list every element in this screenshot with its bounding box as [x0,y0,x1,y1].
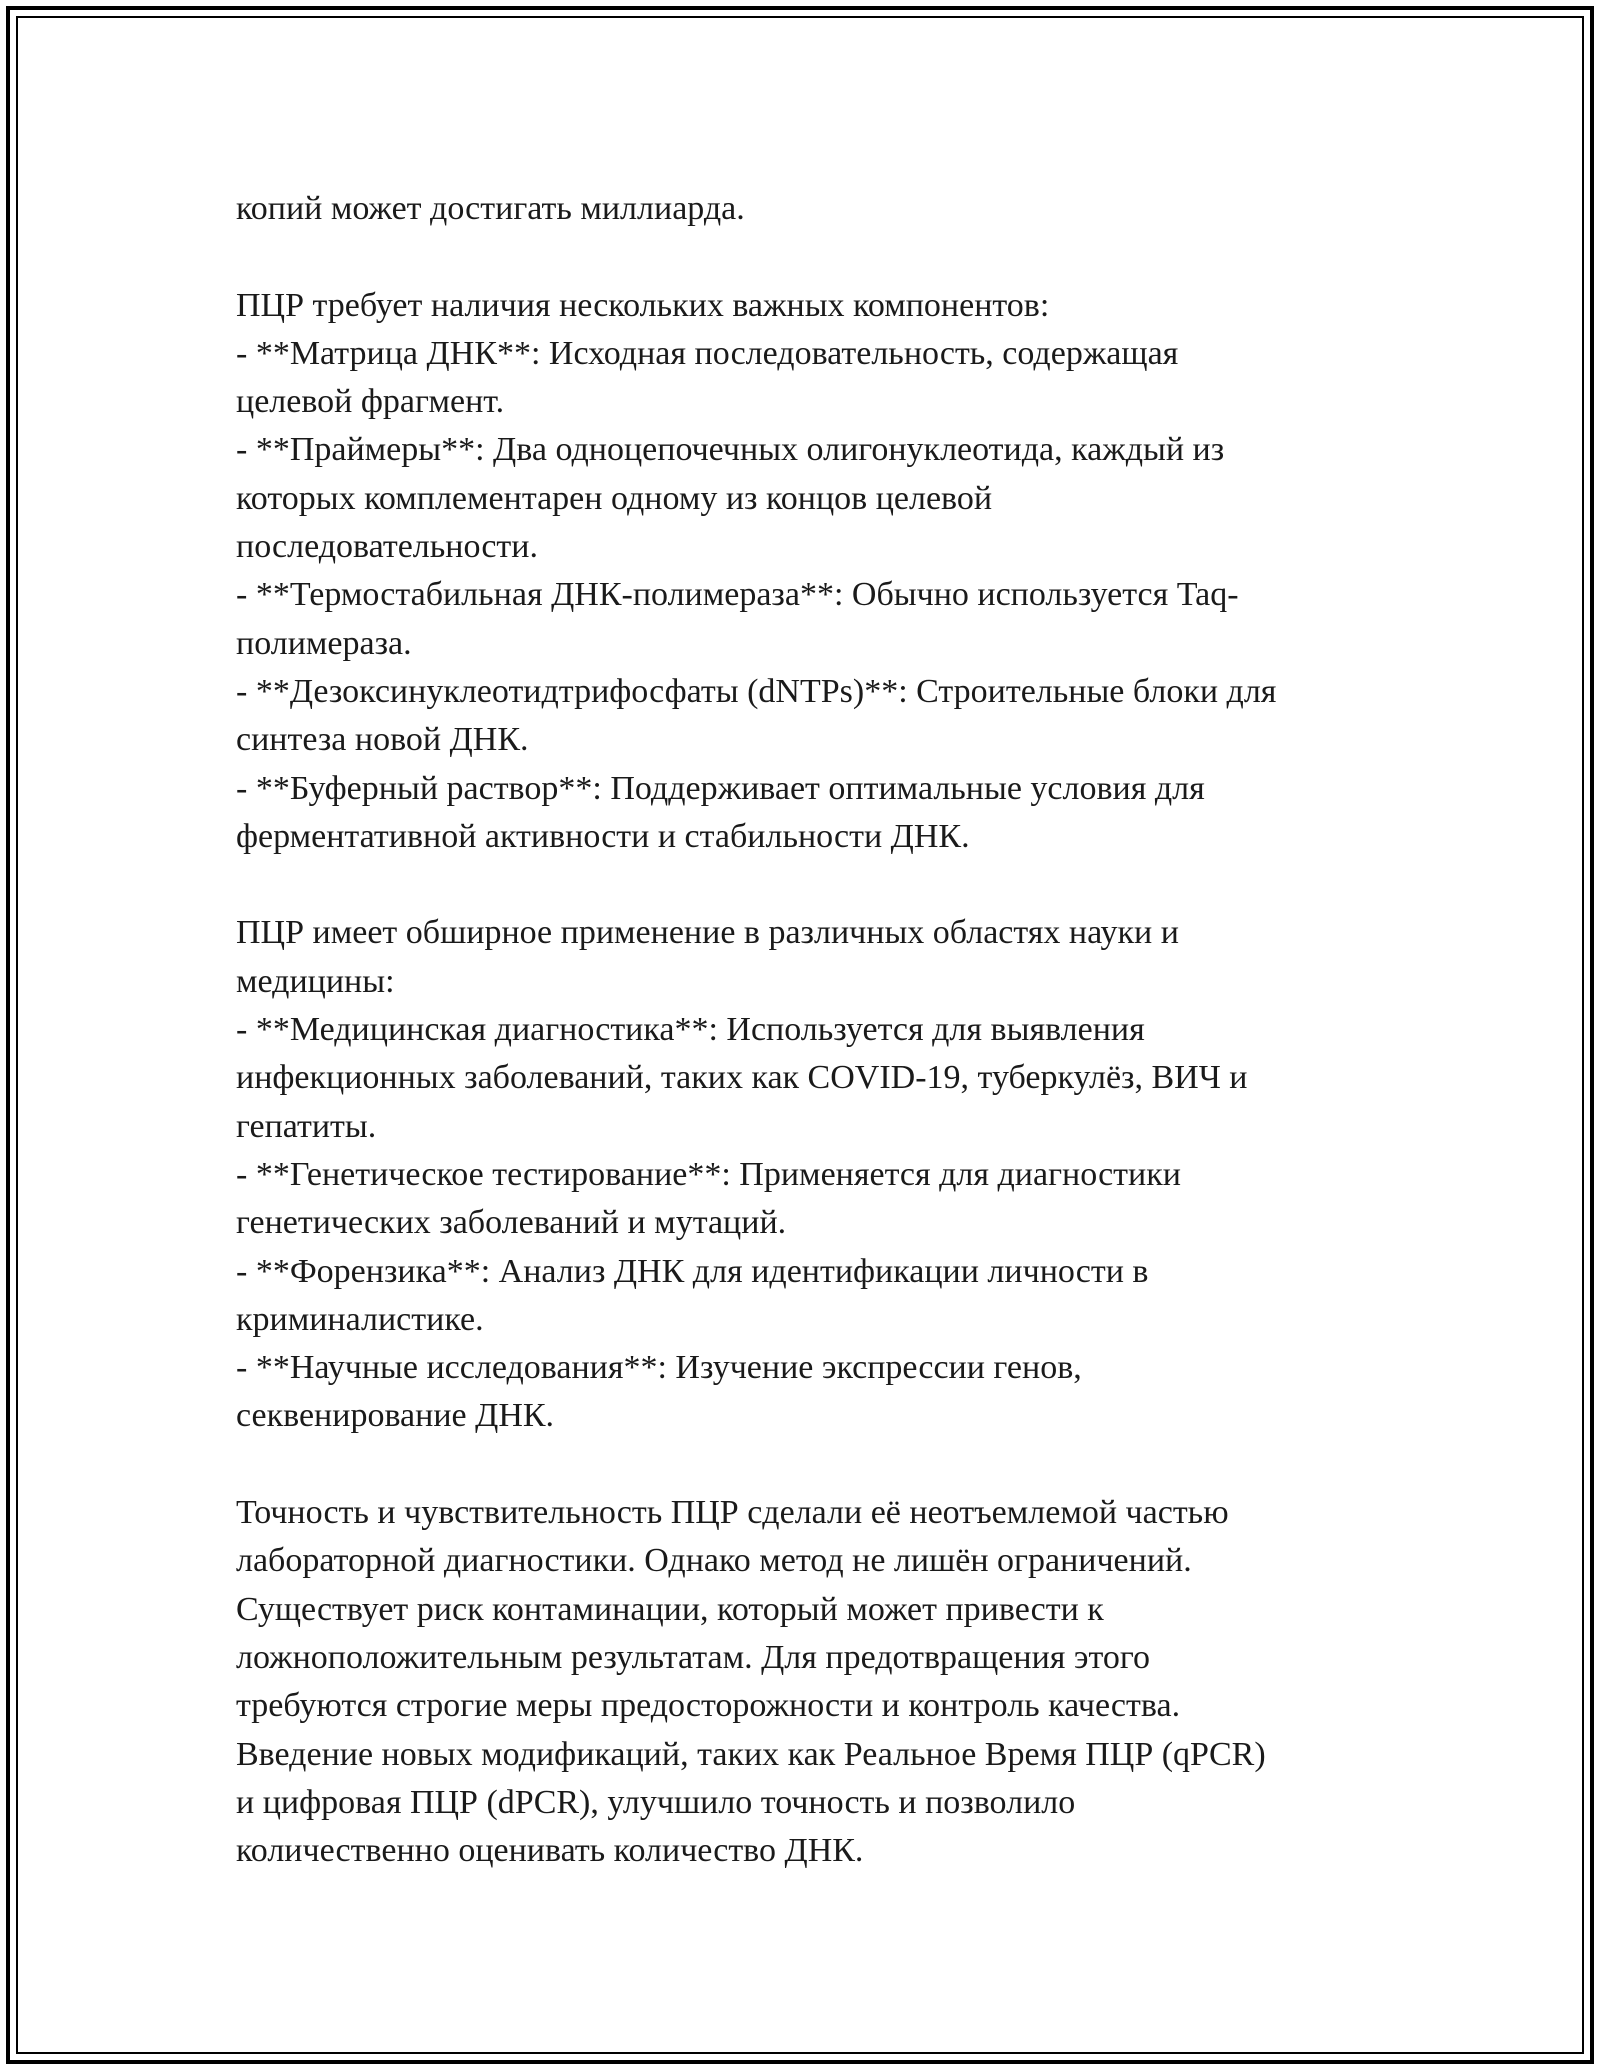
text-line: требуются строгие меры предосторожности и контроль качества. [236,1687,1181,1725]
text-line: инфекционных заболеваний, таких как COVID-19, туберкулёз, ВИЧ и [236,1059,1248,1097]
text-line: ложноположительным результатам. Для предотвращения этого [236,1638,1150,1676]
text-line: - **Термостабильная ДНК-полимераза**: Обычно используется Taq- [236,576,1239,614]
paragraph-gap [236,861,1386,909]
text-line: - **Дезоксинуклеотидтрифосфаты (dNTPs)**: Строительные блоки для [236,672,1277,710]
text-line: Существует риск контаминации, который может привести к [236,1590,1104,1628]
text-line: секвенирование ДНК. [236,1397,555,1435]
text-line: - **Праймеры**: Два одноцепочечных олигонуклеотида, каждый из [236,431,1225,469]
text-line: - **Медицинская диагностика**: Используется для выявления [236,1011,1145,1049]
text-line: гепатиты. [236,1107,377,1145]
text-line: копий может достигать миллиарда. [236,190,745,227]
text-line: целевой фрагмент. [236,383,505,421]
text-line: ПЦР требует наличия нескольких важных компонентов: [236,286,1050,324]
text-line: полимераза. [236,624,412,662]
paragraph-gap [236,1441,1386,1489]
paragraph-gap [236,233,1386,281]
text-line: Введение новых модификаций, таких как Реальное Время ПЦР (qPCR) [236,1735,1266,1773]
text-line: которых комплементарен одному из концов целевой [236,479,993,517]
text-line: лабораторной диагностики. Однако метод не лишён ограничений. [236,1542,1192,1580]
text-line: - **Матрица ДНК**: Исходная последовательность, содержащая [236,334,1179,372]
text-line: синтеза новой ДНК. [236,721,529,759]
text-line: ферментативной активности и стабильности ДНК. [236,817,970,855]
text-line: и цифровая ПЦР (dPCR), улучшило точность и позволило [236,1783,1076,1821]
text-line: ПЦР имеет обширное применение в различных областях науки и [236,914,1179,952]
text-line: медицины: [236,962,395,1000]
text-line: - **Буферный раствор**: Поддерживает оптимальные условия для [236,769,1205,807]
text-line: генетических заболеваний и мутаций. [236,1204,787,1242]
text-line: - **Научные исследования**: Изучение экспрессии генов, [236,1349,1082,1387]
document-body [236,185,1386,1875]
text-line: количественно оценивать количество ДНК. [236,1832,864,1870]
text-line: - **Форензика**: Анализ ДНК для идентификации личности в [236,1252,1149,1290]
text-line: криминалистике. [236,1300,484,1338]
text-line: Точность и чувствительность ПЦР сделали её неотъемлемой частью [236,1494,1229,1532]
text-line: последовательности. [236,528,538,566]
text-line: - **Генетическое тестирование**: Применяется для диагностики [236,1155,1181,1193]
